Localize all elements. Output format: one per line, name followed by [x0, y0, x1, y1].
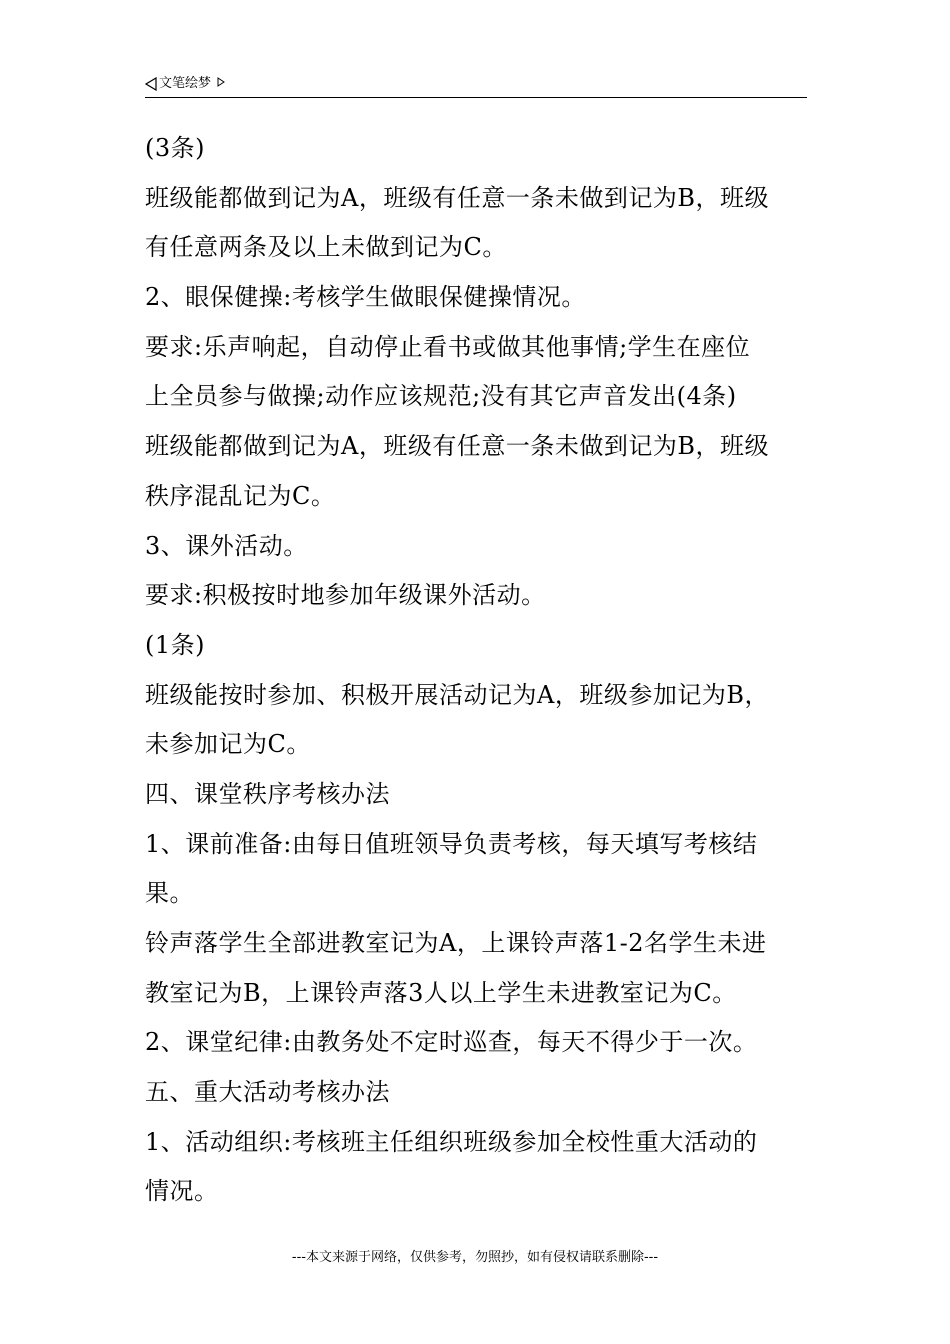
- text-line: 要求:乐声响起，自动停止看书或做其他事情;学生在座位: [145, 332, 751, 361]
- text-line: 教室记为B，上课铃声落3人以上学生未进教室记为C。: [145, 978, 737, 1007]
- triangle-right-icon: [217, 76, 225, 92]
- section-heading: 五、重大活动考核办法: [145, 1078, 390, 1107]
- text-line: 秩序混乱记为C。: [145, 481, 336, 510]
- text-line: (3条): [145, 134, 205, 162]
- text-line: 未参加记为C。: [145, 730, 311, 759]
- text-line: 班级能都做到记为A，班级有任意一条未做到记为B，班级: [145, 432, 769, 461]
- text-line: 班级能都做到记为A，班级有任意一条未做到记为B，班级: [145, 183, 769, 212]
- header-title: 文笔绘梦: [159, 76, 212, 91]
- text-line: (1条): [145, 630, 205, 659]
- text-line: 有任意两条及以上未做到记为C。: [145, 233, 507, 262]
- page-footer: ---本文来源于网络，仅供参考，勿照抄，如有侵权请联系删除---: [291, 1250, 659, 1265]
- text-line: 果。: [145, 879, 194, 908]
- text-line: 上全员参与做操;动作应该规范;没有其它声音发出(4条): [145, 382, 737, 411]
- text-line: 2、眼保健操:考核学生做眼保健操情况。: [145, 283, 586, 312]
- text-line: 情况。: [145, 1177, 219, 1206]
- text-line: 铃声落学生全部进教室记为A，上课铃声落1-2名学生未进: [145, 929, 767, 957]
- header-brand: [145, 76, 225, 93]
- text-line: 1、课前准备:由每日值班领导负责考核，每天填写考核结: [145, 829, 758, 858]
- text-line: 班级能按时参加、积极开展活动记为A，班级参加记为B，: [145, 680, 769, 709]
- text-line: 2、课堂纪律:由教务处不定时巡查，每天不得少于一次。: [145, 1028, 758, 1057]
- document-body: [145, 124, 810, 1217]
- text-line: 3、课外活动。: [145, 531, 308, 560]
- section-heading: 四、课堂秩序考核办法: [145, 779, 390, 808]
- text-line: 1、活动组织:考核班主任组织班级参加全校性重大活动的: [145, 1127, 758, 1156]
- triangle-left-icon: [145, 77, 157, 91]
- page-header: [145, 76, 807, 98]
- text-line: 要求:积极按时地参加年级课外活动。: [145, 581, 546, 610]
